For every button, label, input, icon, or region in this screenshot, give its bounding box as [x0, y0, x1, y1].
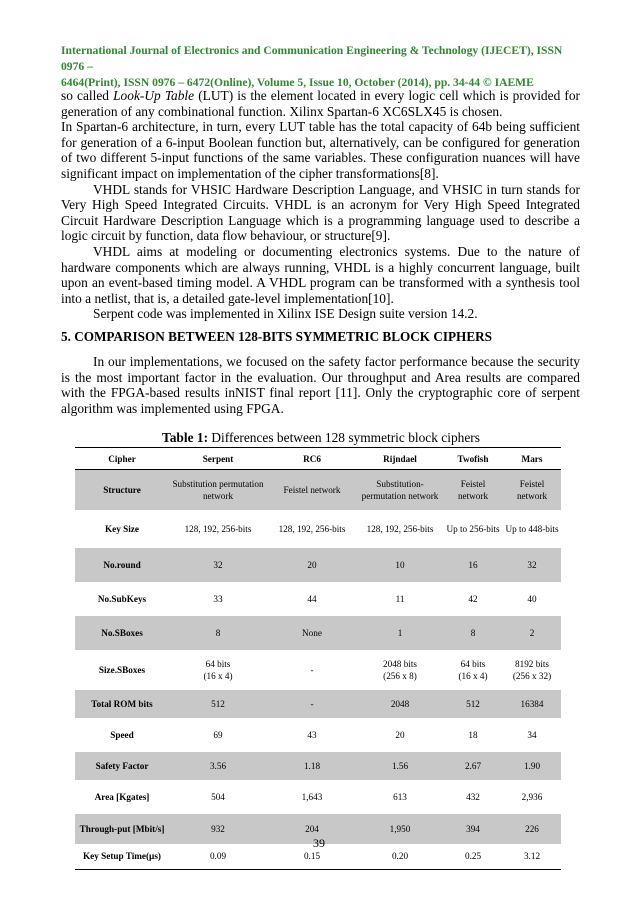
table-row-label: Size.SBoxes: [98, 664, 146, 675]
table-cell: 34: [527, 729, 537, 740]
table-cell: 33: [213, 593, 223, 604]
table-row-label: Total ROM bits: [75, 690, 169, 718]
table-cell: 0.20: [357, 844, 443, 870]
table-cell: 64 bits (16 x 4): [203, 658, 233, 681]
table-body: [75, 470, 561, 870]
table-cell: 432: [466, 791, 480, 802]
table-row-label: No.SBoxes: [75, 616, 169, 650]
table-cell: 1.18: [267, 752, 357, 780]
table-cell: 0.09: [169, 844, 267, 870]
table-row-label: No.SubKeys: [97, 593, 147, 604]
table-cell: Feistel network: [503, 470, 561, 510]
table-row-label: Through-put [Mbit/s]: [75, 814, 169, 844]
table-cell: 42: [468, 593, 478, 604]
table-cell: 16: [443, 548, 503, 582]
table-row-label: Area [Kgates]: [94, 791, 150, 802]
page-number: 39: [313, 836, 325, 850]
section-intro-paragraph: In our implementations, we focused on the safety factor performance because the security is the most important factor in the evaluation. Our throughput and Area results are compared with the FPGA-based results inNIST final report [11]. Only the cryptographic core of serpent algorithm was implemented using FPGA.: [61, 354, 580, 416]
paragraph-vhdl-definition: VHDL stands for VHSIC Hardware Description Language, and VHSIC in turn stands for Very High Speed Integrated Circuits. VHDL is an acronym for Very High Speed Integrated Circuit Hardware Description Language which is a programming language used to describe a logic circuit by function, data flow behaviour, or structure[9].: [61, 181, 580, 244]
table-cell: 2048 bits (256 x 8): [383, 658, 417, 681]
table-cell: 8: [443, 616, 503, 650]
lut-term: Look-Up Table: [113, 88, 195, 103]
table-header-cell: Serpent: [169, 448, 267, 470]
table-cell: Substitution permutation network: [169, 470, 267, 510]
table-row: [75, 470, 561, 510]
table-row: [75, 582, 561, 616]
paragraph-spartan6: In Spartan-6 architecture, in turn, every LUT table has the total capacity of 64b being sufficient for generation of a 6-input Boolean function but, alternatively, can be configured for generation of two different 5-input functions of the same variables. These configuration nuances will have significant impact on implementation of the cipher transformations[8].: [61, 119, 580, 181]
table-header-cell: Cipher: [75, 448, 169, 470]
journal-header: [61, 43, 581, 91]
table-row-label: Safety Factor: [75, 752, 169, 780]
table-cell: 8: [169, 616, 267, 650]
comparison-table: [75, 447, 561, 870]
table-row: [75, 510, 561, 548]
table-cell: 0.25: [443, 844, 503, 870]
table-cell: 128, 192, 256-bits: [278, 523, 346, 534]
table-cell: 44: [307, 593, 317, 604]
table-header-cell: Mars: [503, 448, 561, 470]
table-cell: 226: [503, 814, 561, 844]
table-cell: 512: [443, 690, 503, 718]
journal-header-line-2: 6464(Print), ISSN 0976 – 6472(Online), Volume 5, Issue 10, October (2014), pp. 34-44 © IAEME: [61, 76, 534, 89]
table-header-cell: Rijndael: [357, 448, 443, 470]
table-row-label: No.round: [75, 548, 169, 582]
table-cell: 504: [211, 791, 225, 802]
table-cell: None: [267, 616, 357, 650]
paragraph-vhdl-aims: VHDL aims at modeling or documenting electronics systems. Due to the nature of hardware components which are always running, VHDL is a highly concurrent language, built upon an event-based timing model. A VHDL program can be transformed with a synthesis tool into a netlist, that is, a detailed gate-level implementation[10].: [61, 243, 580, 306]
table-cell: 0.15: [267, 844, 357, 870]
table-cell: 1.90: [503, 752, 561, 780]
paragraph-lut-rest: (LUT) is the element located in every logic cell which is provided for generation of any combinational function. Xilinx Spartan-6 XC6SLX45 is chosen.: [61, 88, 580, 119]
paragraph-serpent-implementation: Serpent code was implemented in Xilinx ISE Design suite version 14.2.: [93, 306, 478, 322]
table-cell: 1.56: [357, 752, 443, 780]
journal-header-line-1: International Journal of Electronics and Communication Engineering & Technology (IJECET), ISSN 0976 –: [61, 44, 563, 73]
table-cell: 16384: [503, 690, 561, 718]
body-text: [61, 88, 580, 322]
table-caption: [61, 430, 581, 446]
table-cell: -: [310, 664, 314, 675]
table-cell: 20: [395, 729, 405, 740]
table-cell: Up to 256-bits: [446, 523, 500, 534]
table-cell: 613: [393, 791, 407, 802]
table-cell: 20: [267, 548, 357, 582]
table-row: [75, 690, 561, 718]
table-cell: 2048: [357, 690, 443, 718]
table-cell: 10: [357, 548, 443, 582]
table-cell: 3.56: [169, 752, 267, 780]
table-header-row: [75, 448, 561, 470]
paragraph-lut-prefix: so called: [61, 88, 114, 103]
table-cell: 18: [468, 729, 478, 740]
table-cell: 8192 bits (256 x 32): [512, 658, 552, 681]
table-cell: Substitution-permutation network: [357, 470, 443, 510]
table-cell: 128, 192, 256-bits: [184, 523, 252, 534]
table-cell: 204: [267, 814, 357, 844]
table-row: [75, 548, 561, 582]
table-row: [75, 616, 561, 650]
table-header-cell: Twofish: [443, 448, 503, 470]
table-cell: 40: [527, 593, 537, 604]
table-row: [75, 718, 561, 752]
table-header-cell: RC6: [267, 448, 357, 470]
section-heading: 5. COMPARISON BETWEEN 128-BITS SYMMETRIC BLOCK CIPHERS: [61, 329, 492, 344]
table-row-label: Key Setup Time(µs): [75, 844, 169, 870]
table-cell: 32: [169, 548, 267, 582]
table-cell: 2.67: [443, 752, 503, 780]
table-row: [75, 650, 561, 690]
table-cell: 2,936: [521, 791, 543, 802]
table-cell: 2: [503, 616, 561, 650]
table-cell: 69: [213, 729, 223, 740]
table-cell: 1,643: [301, 791, 323, 802]
table-row-label: Structure: [75, 470, 169, 510]
table-cell: 932: [169, 814, 267, 844]
table-cell: 64 bits (16 x 4): [458, 658, 488, 681]
table-row-label: Key Size: [105, 523, 139, 534]
table-row: [75, 752, 561, 780]
table-cell: 1,950: [357, 814, 443, 844]
table-cell: 512: [169, 690, 267, 718]
table-cell: Up to 448-bits: [505, 523, 559, 534]
table-cell: 32: [503, 548, 561, 582]
table-cell: Feistel network: [267, 470, 357, 510]
section-intro: [61, 354, 580, 416]
table-cell: 394: [443, 814, 503, 844]
paragraph-lut: [61, 88, 580, 119]
table-cell: 128, 192, 256-bits: [366, 523, 434, 534]
table-cell: -: [267, 690, 357, 718]
table-cell: 3.12: [503, 844, 561, 870]
table-caption-label: Table 1:: [162, 430, 209, 445]
table-row: [75, 780, 561, 814]
table-caption-text: Differences between 128 symmetric block ciphers: [208, 430, 480, 445]
table-cell: Feistel network: [443, 470, 503, 510]
table-cell: 1: [357, 616, 443, 650]
table-cell: 43: [307, 729, 317, 740]
table-row-label: Speed: [110, 729, 134, 740]
table-cell: 11: [395, 593, 405, 604]
